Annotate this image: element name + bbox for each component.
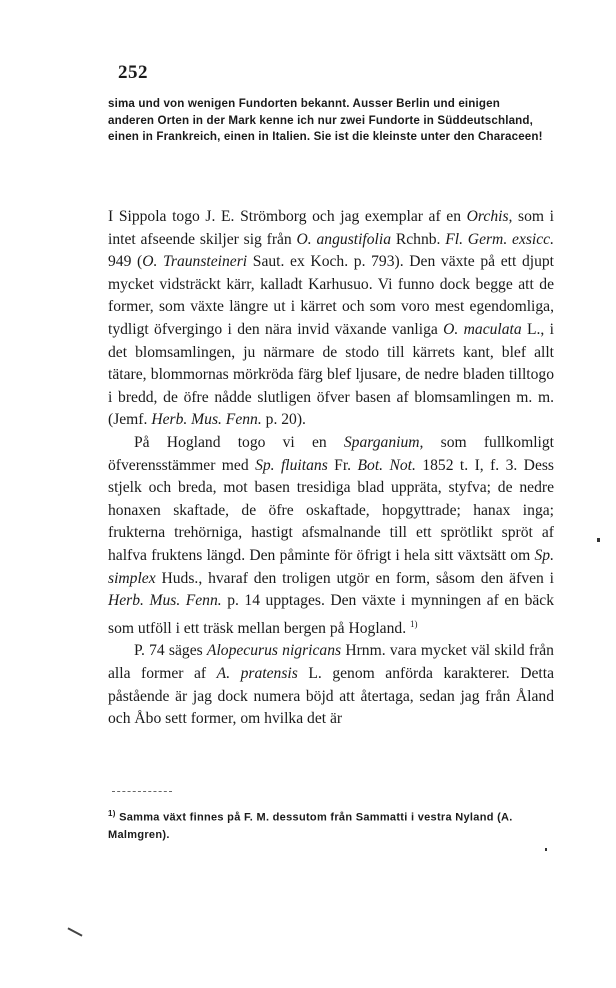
print-speck [597,538,600,542]
main-text [108,206,554,731]
paragraph-sparganium [108,432,554,641]
italic-taxon: Sp. simplex [108,546,554,587]
italic-reference: Herb. Mus. Fenn. [108,592,222,610]
text-run: Saut. ex Koch. p. 793). Den växte på ett djupt mycket vidsträckt kärr, kalladt Karhusuo. Vi funno dock begge att de former, som växte längre ut i kärret och som voro mest egendomliga, tydligt öfvergingo i den nära invid växande vanliga [108,253,554,338]
text-run: som i intet afseende skiljer sig från [108,208,554,248]
italic-taxon: Sp. fluitans [255,456,328,474]
text-run: Rchnb. [391,230,446,248]
italic-taxon: Alopecurus nigricans [206,642,342,660]
page-number: 252 [118,62,148,83]
italic-taxon: O. angustifolia [296,230,392,248]
print-speck [545,848,547,851]
text-run: som fullkomligt öfverensstämmer med [108,433,555,474]
footnote-reference: 1) [410,618,418,629]
footnote-divider [112,791,172,792]
text-run: 1852 t. I, f. 3. Dess stjelk och breda, mot basen tresidiga blad uppräta, styfva; de nedre honaxen skaftade, de öfre oskaftade, hopgyttrade; hanax inga; frukterna trehörniga, hastigt afsmalnande till ett sprötlikt spröt af halfva fruktens längd. Den påminte för öfrigt i hela sitt växtsätt om [108,456,554,564]
text-run: p. 14 upptages. Den växte i mynningen af en bäck som utföll i ett träsk mellan bergen på Hogland. [108,592,555,637]
text-run: På Hogland togo vi en [134,433,344,451]
paragraph-orchis [108,206,554,432]
footnote [108,805,548,844]
print-mark [67,927,82,936]
text-run: P. 74 säges [134,642,207,660]
italic-taxon: O. maculata [443,320,522,338]
text-run: p. 20). [261,411,306,429]
italic-taxon: A. pratensis [216,665,298,683]
italic-taxon: Orchis, [466,208,513,225]
text-run: L. genom anförda karakterer. Detta påstående är jag dock numera böjd att återtaga, sedan jag från Åland och Åbo sett former, om hvilka det är [108,665,554,728]
text-run: 949 ( [108,253,143,271]
italic-reference: Fl. Germ. exsicc. [445,230,555,248]
italic-taxon: O. Traunsteineri [142,253,248,271]
text-run: L., i det blomsamlingen, ju närmare de stodo till kärrets kant, blef allt tätare, blommornas mörkröda färg blef ljusare, de nedre bladen tilltogo i bredd, de öfre nådde slutligen öfver basen af blomsamlingen m. m. (Jemf. [108,320,554,429]
german-paragraph: sima und von wenigen Fundorten bekannt. Ausser Berlin und einigen anderen Orten in der Mark kenne ich nur zwei Fundorte in Süddeutschland, einen in Frankreich, einen in Italien. Sie ist die kleinste unter den Characeen! [108,97,543,143]
italic-reference: Bot. Not. [357,456,416,474]
text-run: I Sippola togo J. E. Strömborg och jag exemplar af en [108,208,467,225]
footnote-mark: 1) [108,809,116,818]
footnote-text: Samma växt finnes på F. M. dessutom från Sammatti i vestra Nyland (A. Malmgren). [108,811,513,841]
italic-taxon: Sparganium, [343,433,424,451]
paragraph-alopecurus [108,640,554,730]
text-run: Huds., hvaraf den troligen utgör en form, såsom den äfven i [155,569,554,587]
text-run: Fr. [327,456,358,474]
italic-reference: Herb. Mus. Fenn. [151,411,262,429]
text-run: Hrnm. vara mycket väl skild från alla former af [108,642,554,683]
